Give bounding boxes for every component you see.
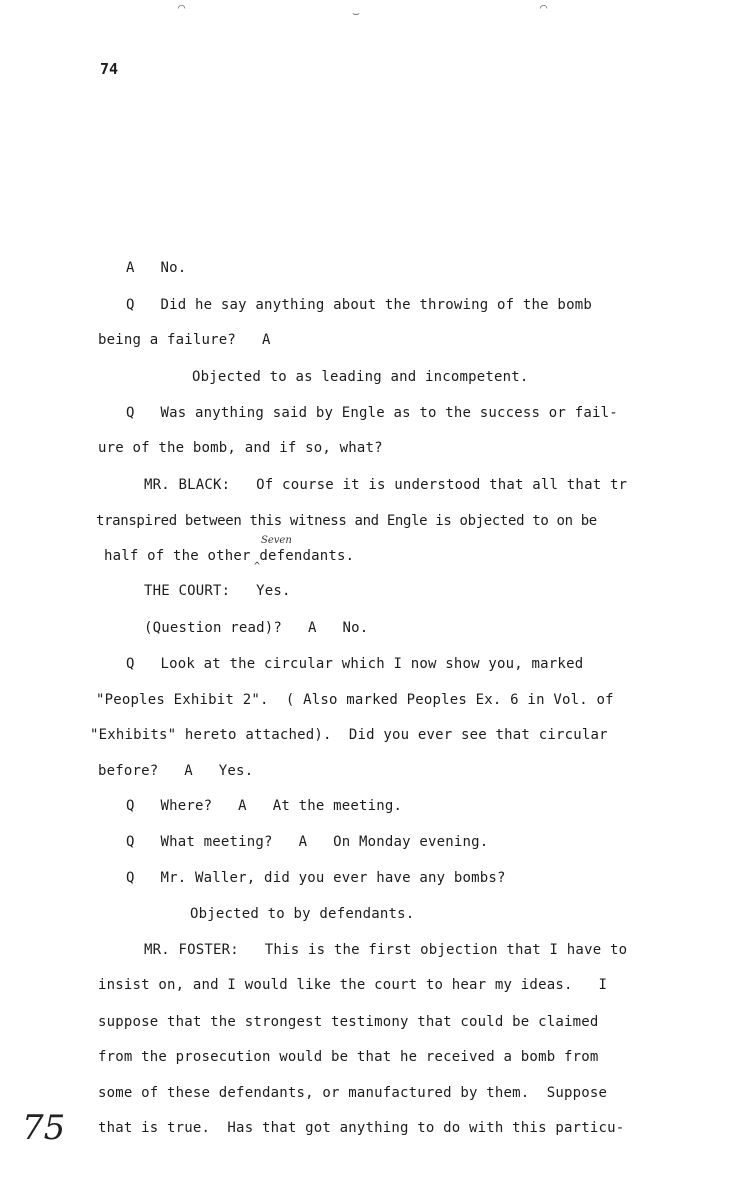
transcript-line: Q Where? A At the meeting. (126, 798, 403, 814)
handwritten-insertion: Seven (261, 535, 292, 546)
transcript-line: from the prosecution would be that he received a bomb from (98, 1049, 599, 1065)
transcript-line: Q Was anything said by Engle as to the success or fail- (126, 405, 618, 421)
transcript-line: Q Look at the circular which I now show you, marked (126, 656, 584, 672)
page-number: 74 (100, 60, 119, 78)
transcript-line: some of these defendants, or manufactured by them. Suppose (98, 1085, 608, 1101)
transcript-line: "Exhibits" hereto attached). Did you ever see that circular (90, 727, 608, 743)
transcript-line: Q Did he say anything about the throwing of the bomb (126, 297, 592, 313)
transcript-line: before? A Yes. (98, 763, 254, 779)
transcript-line: Q What meeting? A On Monday evening. (126, 834, 489, 850)
transcript-line: transpired between this witness and Engle is objected to on be (96, 513, 597, 529)
transcript-line: Q Mr. Waller, did you ever have any bombs? (126, 870, 506, 886)
transcript-line: "Peoples Exhibit 2". ( Also marked Peoples Ex. 6 in Vol. of (96, 692, 614, 708)
scan-mark: ⌒ (540, 0, 548, 14)
transcript-line: A No. (126, 260, 187, 276)
transcript-line: insist on, and I would like the court to hear my ideas. I (98, 977, 608, 993)
transcript-line: ure of the bomb, and if so, what? (98, 440, 383, 456)
transcript-line: (Question read)? A No. (144, 620, 369, 636)
transcript-line: Objected to as leading and incompetent. (192, 369, 529, 385)
transcript-line: Objected to by defendants. (190, 906, 415, 922)
scan-mark: ⌒ (178, 0, 186, 14)
transcript-line: MR. FOSTER: This is the first objection that I have to (144, 942, 628, 958)
transcript-line: THE COURT: Yes. (144, 583, 291, 599)
insertion-caret: ^ (254, 561, 261, 572)
transcript-line: that is true. Has that got anything to do with this particu- (98, 1120, 625, 1136)
handwritten-page-number: 75 (22, 1108, 66, 1148)
transcript-line: suppose that the strongest testimony that could be claimed (98, 1014, 599, 1030)
transcript-line: being a failure? A (98, 332, 271, 348)
transcript-line: half of the other defendants. (104, 548, 355, 564)
scan-mark: ⌣ (352, 6, 360, 20)
transcript-line: MR. BLACK: Of course it is understood that all that tr (144, 477, 628, 493)
